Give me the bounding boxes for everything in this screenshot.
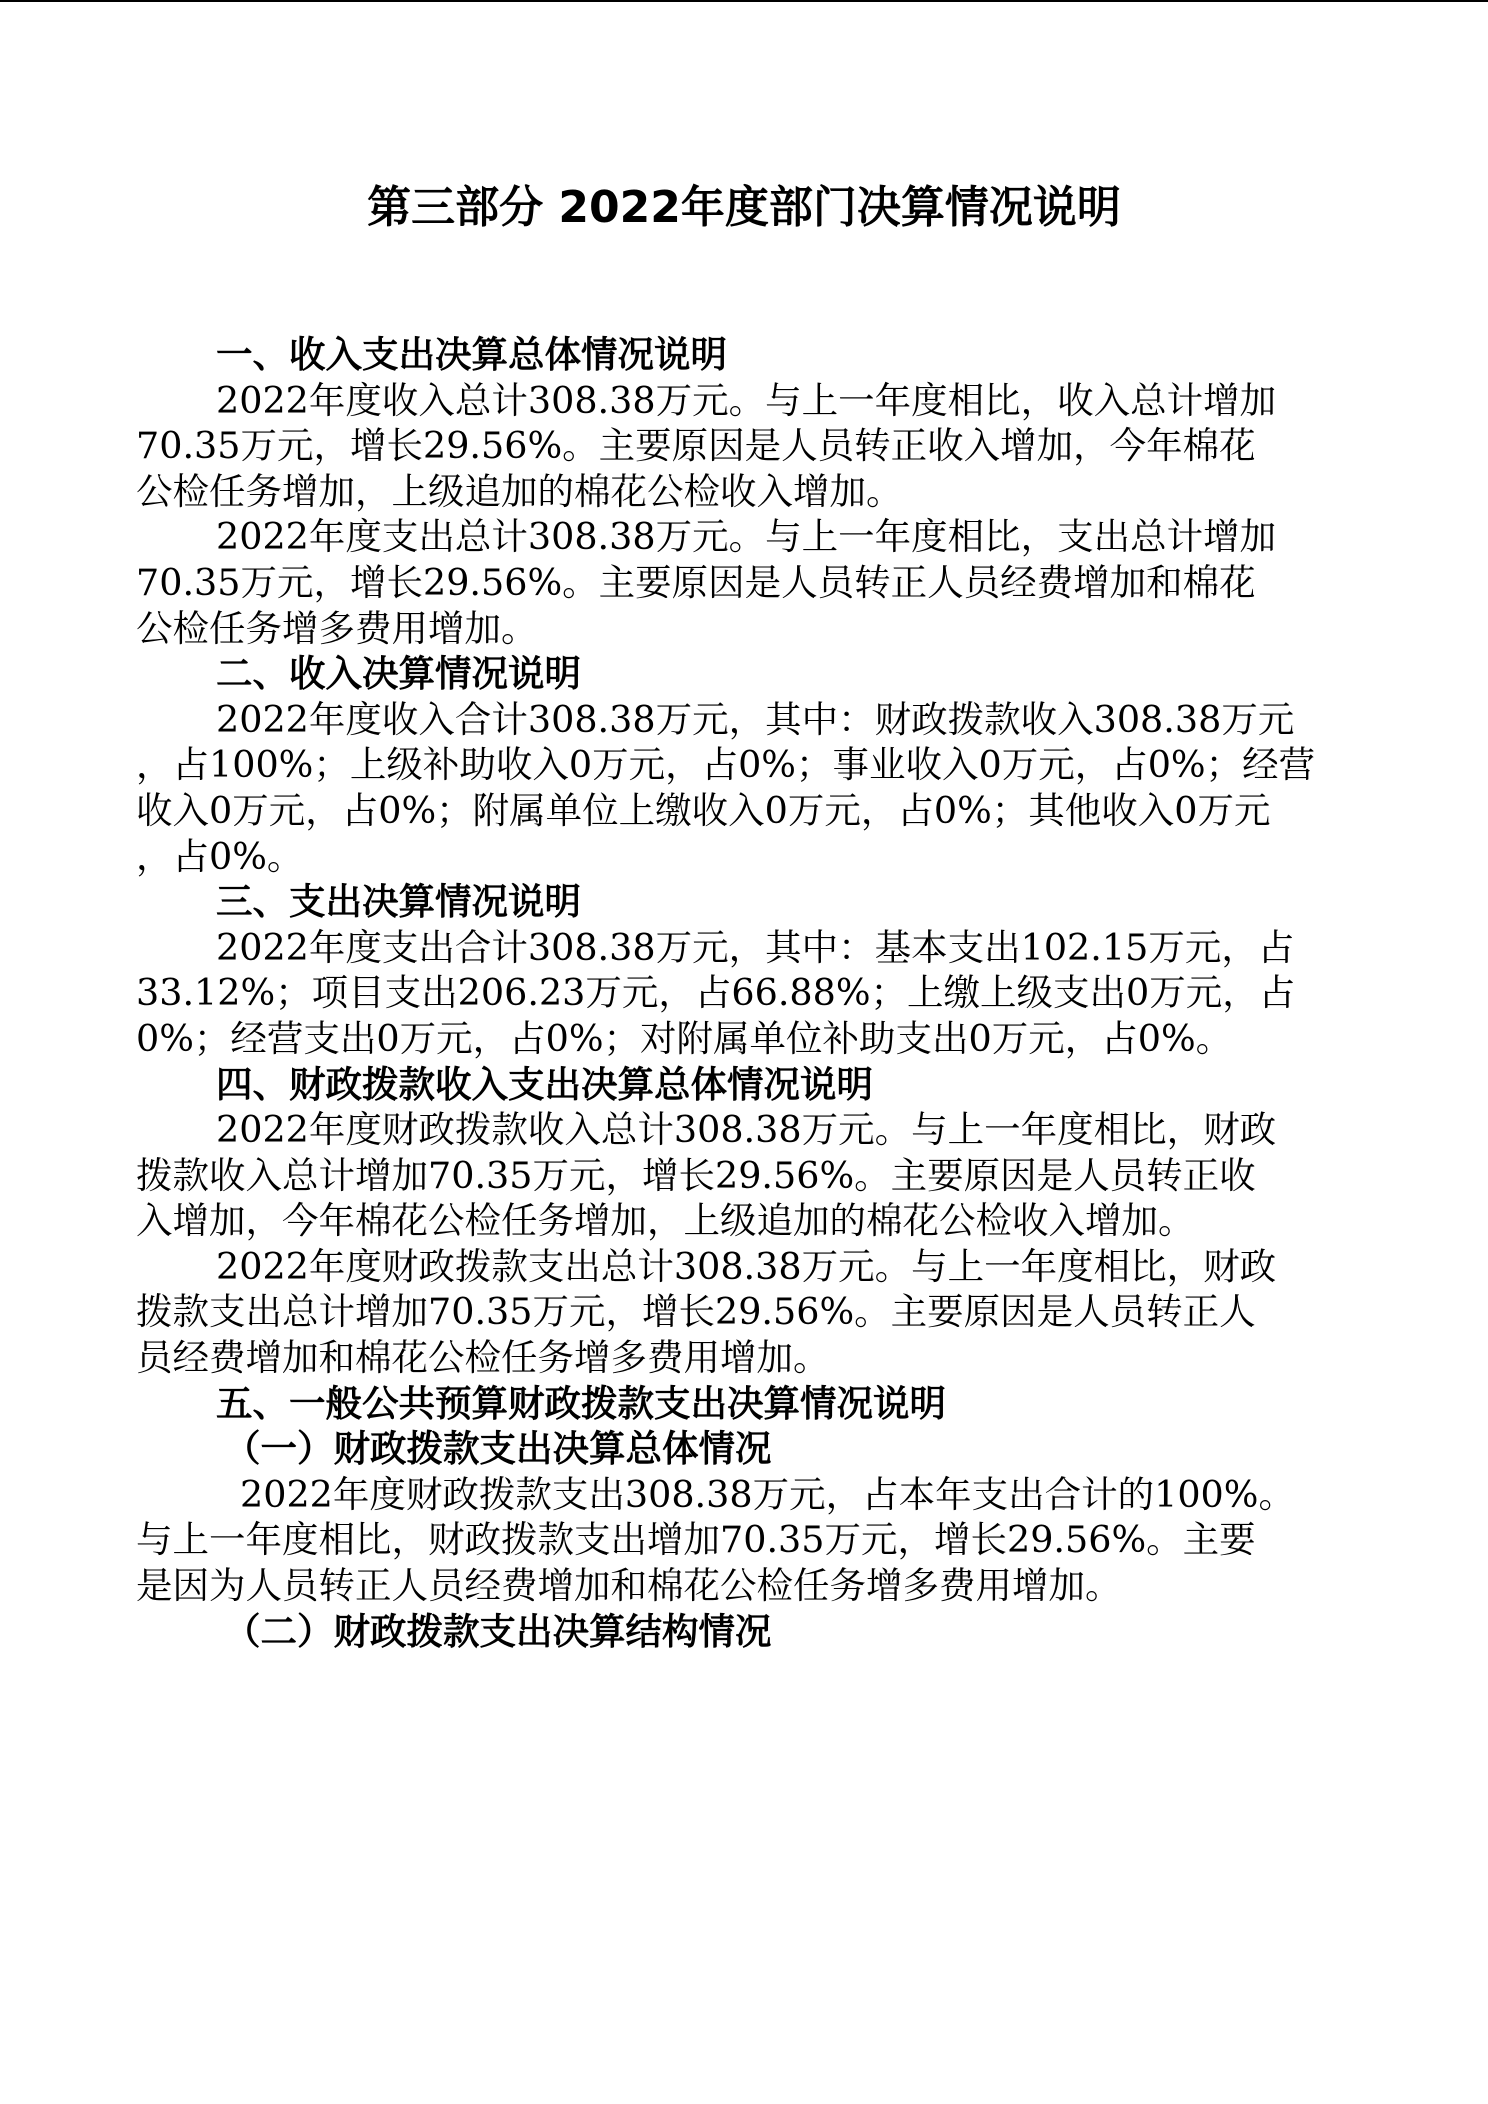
body-text-line: 33.12%；项目支出206.23万元，占66.88%；上缴上级支出0万元，占 [136,971,1296,1015]
paragraph-first-line: 2022年度财政拨款收入总计308.38万元。与上一年度相比，财政 [216,1108,1277,1152]
body-text-line: 是因为人员转正人员经费增加和棉花公检任务增多费用增加。 [136,1564,1122,1608]
body-text-line: 收入0万元，占0%；附属单位上缴收入0万元，占0%；其他收入0万元 [136,788,1271,832]
body-text-line: 入增加，今年棉花公检任务增加，上级追加的棉花公检收入增加。 [136,1199,1195,1243]
body-text-line: ，占0%。 [136,834,304,878]
body-text-line: 公检任务增加，上级追加的棉花公检收入增加。 [136,469,903,513]
paragraph-first-line: 2022年度支出合计308.38万元，其中：基本支出102.15万元，占 [216,925,1295,969]
subsection-heading: （一）财政拨款支出决算总体情况 [224,1427,772,1471]
document-body [136,332,1348,1654]
subsection-heading: （二）财政拨款支出决算结构情况 [224,1609,772,1653]
body-text-line: 与上一年度相比，财政拨款支出增加70.35万元，增长29.56%。主要 [136,1518,1256,1562]
paragraph-first-line: 2022年度收入合计308.38万元，其中：财政拨款收入308.38万元 [216,697,1295,741]
body-text-line: 公检任务增多费用增加。 [136,606,538,650]
paragraph-first-line: 2022年度财政拨款支出总计308.38万元。与上一年度相比，财政 [216,1244,1277,1288]
section-heading: 五、一般公共预算财政拨款支出决算情况说明 [216,1381,946,1425]
top-border-line [0,0,1488,2]
section-heading: 二、收入决算情况说明 [216,652,581,696]
body-text-line: 0%；经营支出0万元，占0%；对附属单位补助支出0万元，占0%。 [136,1016,1233,1060]
section-heading: 四、财政拨款收入支出决算总体情况说明 [216,1062,873,1106]
body-text-line: 70.35万元，增长29.56%。主要原因是人员转正人员经费增加和棉花 [136,560,1256,604]
document-title: 第三部分 2022年度部门决算情况说明 [367,182,1121,233]
section-heading: 三、支出决算情况说明 [216,880,581,924]
paragraph-first-line: 2022年度收入总计308.38万元。与上一年度相比，收入总计增加 [216,378,1277,422]
body-text-line: 拨款支出总计增加70.35万元，增长29.56%。主要原因是人员转正人 [136,1290,1256,1334]
paragraph-first-line: 2022年度支出总计308.38万元。与上一年度相比，支出总计增加 [216,515,1277,559]
body-text-line: 拨款收入总计增加70.35万元，增长29.56%。主要原因是人员转正收 [136,1153,1256,1197]
paragraph-first-line: 2022年度财政拨款支出308.38万元，占本年支出合计的100%。 [240,1472,1295,1516]
body-text-line: ，占100%；上级补助收入0万元，占0%；事业收入0万元，占0%；经营 [136,743,1316,787]
body-text-line: 70.35万元，增长29.56%。主要原因是人员转正收入增加，今年棉花 [136,424,1256,468]
body-text-line: 员经费增加和棉花公检任务增多费用增加。 [136,1336,830,1380]
section-heading: 一、收入支出决算总体情况说明 [216,333,727,376]
